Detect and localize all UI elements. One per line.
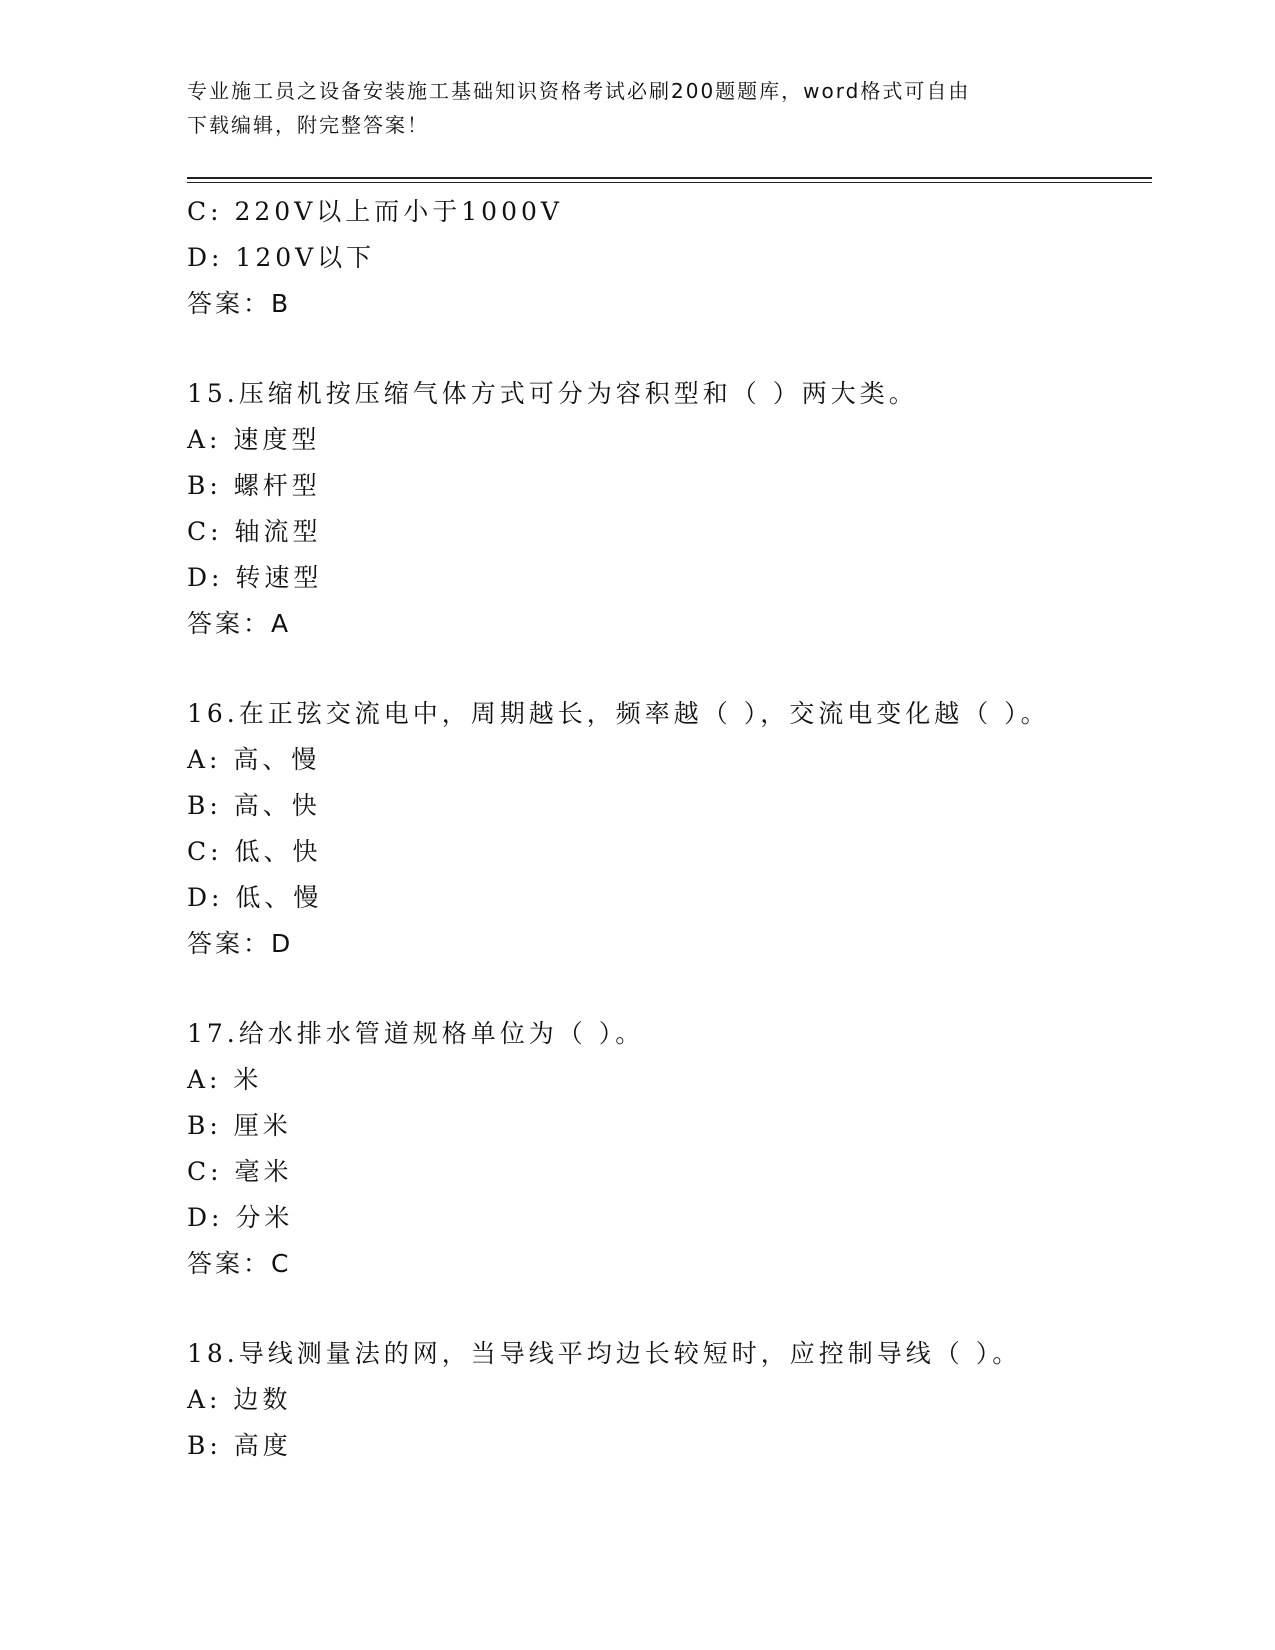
option-b: B: 螺杆型: [187, 471, 321, 500]
option-b: B: 厘米: [187, 1111, 292, 1140]
option-d: D: 分米: [187, 1203, 294, 1232]
answer-line: 答案：C: [187, 1249, 292, 1278]
option-d: D: 120V以下: [187, 243, 376, 272]
question-stem: 18.导线测量法的网，当导线平均边长较短时，应控制导线（ ）。: [187, 1339, 1022, 1368]
option-d: D: 低、慢: [187, 883, 323, 912]
option-d: D: 转速型: [187, 563, 323, 592]
answer-line: 答案：D: [187, 929, 294, 958]
question-15: [187, 371, 1152, 647]
option-c: C: 220V以上而小于1000V: [187, 197, 563, 226]
answer-line: 答案：A: [187, 609, 292, 638]
header-divider-thin: [187, 182, 1152, 183]
option-b: B: 高度: [187, 1431, 292, 1460]
question-stem: 15.压缩机按压缩气体方式可分为容积型和（ ）两大类。: [187, 379, 918, 408]
option-c: C: 轴流型: [187, 517, 322, 546]
option-a: A: 高、慢: [187, 745, 321, 774]
answer-line: 答案：B: [187, 289, 292, 318]
spacer: [187, 647, 1152, 691]
option-c: C: 毫米: [187, 1157, 293, 1186]
header-title-line-1: 专业施工员之设备安装施工基础知识资格考试必刷200题题库，word格式可自由: [187, 79, 971, 103]
document-header: [187, 74, 1087, 142]
question-list: [187, 189, 1152, 1469]
spacer: [187, 1287, 1152, 1331]
spacer: [187, 327, 1152, 371]
header-divider-thick: [187, 177, 1152, 179]
question-18: [187, 1331, 1152, 1469]
option-b: B: 高、快: [187, 791, 321, 820]
option-a: A: 边数: [187, 1385, 292, 1414]
header-title-line-2: 下载编辑，附完整答案！: [187, 113, 429, 137]
option-c: C: 低、快: [187, 837, 322, 866]
option-a: A: 速度型: [187, 425, 321, 454]
question-stem: 16.在正弦交流电中，周期越长，频率越（ ），交流电变化越（ ）。: [187, 699, 1050, 728]
question-17: [187, 1011, 1152, 1287]
question-16: [187, 691, 1152, 967]
carryover-question: [187, 189, 1152, 327]
option-a: A: 米: [187, 1065, 263, 1094]
question-stem: 17.给水排水管道规格单位为（ ）。: [187, 1019, 645, 1048]
spacer: [187, 967, 1152, 1011]
